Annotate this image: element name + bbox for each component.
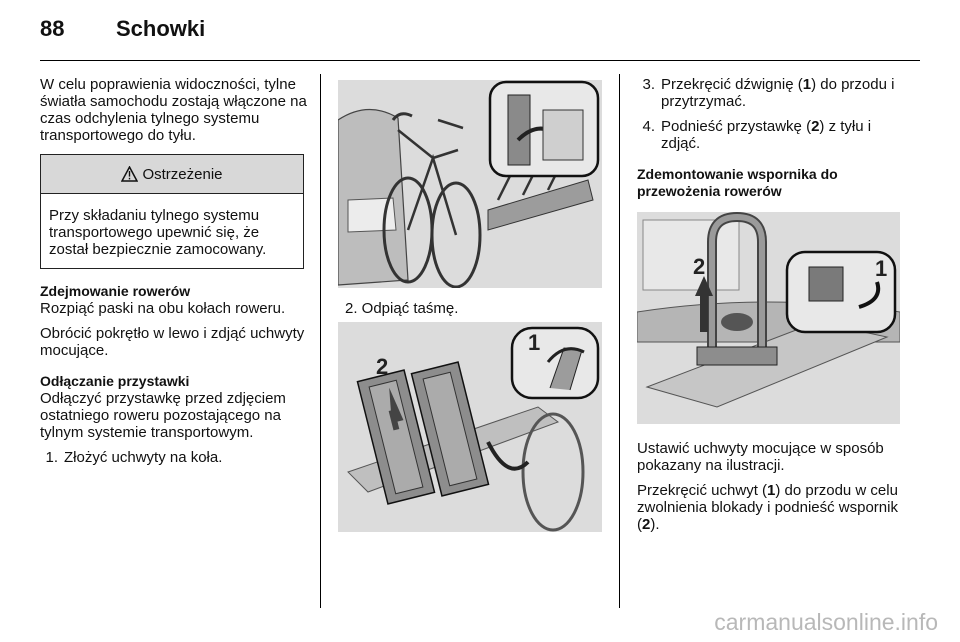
column-3 <box>637 76 907 200</box>
warning-body: Przy składaniu tylnego systemu transportowego upewnić się, że został bezpiecznie zamocowany. <box>49 207 267 258</box>
paragraph: Odłączyć przystawkę przed zdjęciem ostatniego roweru pozostającego na tylnym systemie transportowym. <box>40 390 286 441</box>
illustration-bracket-removal <box>637 212 900 424</box>
column-1 <box>40 76 310 474</box>
callout-number: 2 <box>693 254 706 279</box>
column-divider <box>619 74 620 608</box>
callout-number: 1 <box>875 256 888 281</box>
step-number: 4. <box>642 118 655 135</box>
figure-caption: 2. Odpiąć taśmę. <box>345 300 459 317</box>
step-number: 3. <box>642 76 655 93</box>
illustration-release-strap <box>338 322 602 532</box>
section-title: Schowki <box>116 16 206 41</box>
steps-list <box>637 76 907 152</box>
list-item <box>40 449 310 466</box>
text: Podnieść przystawkę ( <box>661 118 812 135</box>
illustration-bicycle-on-carrier <box>338 80 602 288</box>
column-3-lower <box>637 440 907 541</box>
paragraph: Ustawić uchwyty mocujące w sposób pokazany na ilustracji. <box>637 440 884 474</box>
text: Przekręcić dźwignię ( <box>661 76 803 93</box>
callout-number: 2 <box>376 354 389 379</box>
bold-ref: 2 <box>811 118 820 135</box>
header-rule <box>40 60 920 61</box>
text: ). <box>650 516 660 533</box>
heading-remove-bracket: Zdemontowanie wspornika do przewożenia rowerów <box>637 166 838 199</box>
watermark: carmanualsonline.info <box>714 609 938 635</box>
step-number: 1. <box>45 449 58 466</box>
paragraph: Rozpiąć paski na obu kołach roweru. <box>40 300 286 317</box>
list-item <box>637 118 907 152</box>
step-text: Złożyć uchwyty na koła. <box>64 449 223 466</box>
intro-paragraph: W celu poprawienia widoczności, tylne światła samochodu zostają włączone na czas odchylenia tylnego systemu transportowego do tyłu. <box>40 76 307 144</box>
list-item <box>637 76 907 110</box>
step-text <box>661 76 907 110</box>
column-divider <box>320 74 321 608</box>
text: Przekręcić uchwyt ( <box>637 482 768 499</box>
text: ) do przodu w celu zwolnienia blokady i podnieść wspornik ( <box>637 482 898 533</box>
steps-list <box>40 449 310 466</box>
text: ) z tyłu i zdjąć. <box>661 118 872 152</box>
warning-box <box>40 154 304 269</box>
warning-title: Ostrzeżenie <box>142 165 223 183</box>
paragraph <box>637 482 907 533</box>
warning-triangle-icon <box>121 166 138 182</box>
page-number: 88 <box>40 16 65 41</box>
text: ) do przodu i przytrzymać. <box>661 76 895 110</box>
bold-ref: 1 <box>802 76 812 93</box>
bold-ref: 2 <box>642 516 651 533</box>
heading-detach: Odłączanie przystawki <box>40 373 190 389</box>
paragraph: Obrócić pokrętło w lewo i zdjąć uchwyty mocujące. <box>40 325 305 359</box>
step-text <box>661 118 907 152</box>
heading-removing-bikes: Zdejmowanie rowerów <box>40 283 191 299</box>
callout-number: 1 <box>528 330 541 355</box>
warning-header <box>41 155 303 194</box>
bold-ref: 1 <box>767 482 776 499</box>
